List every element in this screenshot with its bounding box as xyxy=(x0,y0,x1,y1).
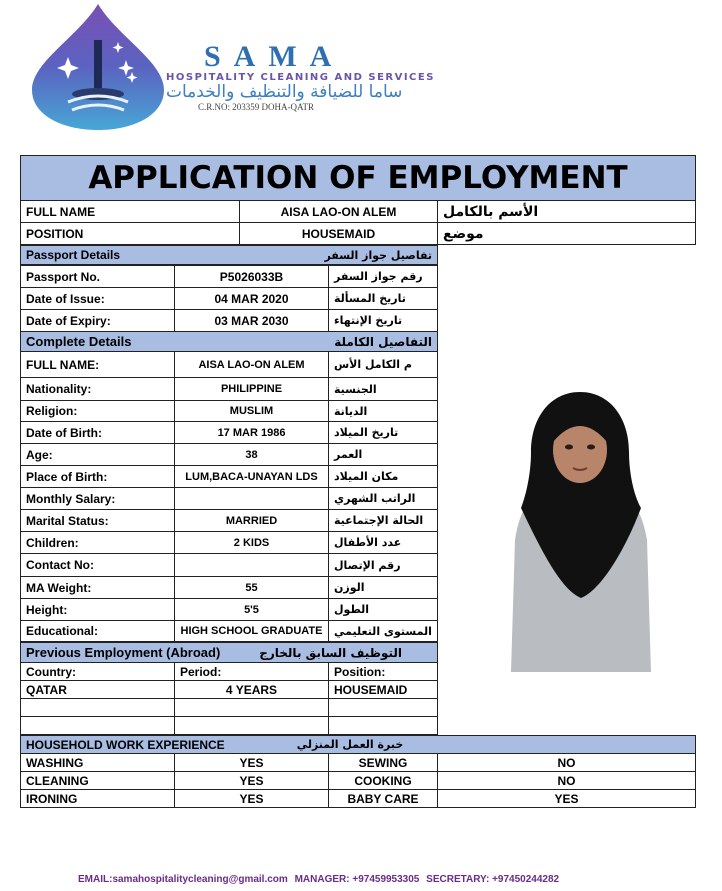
detail-row-label: FULL NAME: xyxy=(20,351,175,378)
country-col-header: Country: xyxy=(20,662,175,681)
passport-row-label: Date of Expiry: xyxy=(20,309,175,332)
skill-value-cell: YES xyxy=(174,753,329,772)
full-name-arabic: الأسم بالكامل xyxy=(437,200,696,223)
page-title: APPLICATION OF EMPLOYMENT xyxy=(20,155,696,201)
detail-row-value: 2 KIDS xyxy=(174,531,329,554)
detail-row-arabic: المستوى التعليمي xyxy=(328,620,438,642)
detail-row-arabic: الوزن xyxy=(328,576,438,599)
prev-country-cell: QATAR xyxy=(20,680,175,699)
complete-header-arabic: التفاصيل الكاملة xyxy=(334,334,432,349)
passport-row-arabic: تاريخ المسألة xyxy=(328,287,438,310)
detail-row-label: Religion: xyxy=(20,400,175,422)
detail-row-value: PHILIPPINE xyxy=(174,377,329,401)
position-arabic: موضع xyxy=(437,222,696,245)
position-value: HOUSEMAID xyxy=(239,222,438,245)
footer-manager[interactable]: MANAGER: +97459953305 xyxy=(294,874,420,885)
passport-header-label: Passport Details xyxy=(26,248,121,262)
detail-row-arabic: عدد الأطفال xyxy=(328,531,438,554)
footer-email[interactable]: EMAIL:samahospitalitycleaning@gmail.com xyxy=(78,874,288,885)
detail-row-label: Date of Birth: xyxy=(20,421,175,444)
position-col-header: Position: xyxy=(328,662,438,681)
detail-row-arabic: الجنسية xyxy=(328,377,438,401)
detail-row-value: HIGH SCHOOL GRADUATE xyxy=(174,620,329,642)
detail-row-value: LUM,BACA-UNAYAN LDS xyxy=(174,465,329,488)
skill-name-cell: BABY CARE xyxy=(328,789,438,808)
detail-row-arabic: الحالة الإجتماعية xyxy=(328,509,438,532)
skill-value-cell: YES xyxy=(437,789,696,808)
applicant-photo xyxy=(501,390,660,672)
passport-row-arabic: رقم جواز السفر xyxy=(328,265,438,288)
detail-row-label: MA Weight: xyxy=(20,576,175,599)
detail-row-arabic: الراتب الشهري xyxy=(328,487,438,510)
detail-row-value: AISA LAO-ON ALEM xyxy=(174,351,329,378)
detail-row-label: Marital Status: xyxy=(20,509,175,532)
detail-row-arabic: الطول xyxy=(328,598,438,621)
detail-row-value xyxy=(174,487,329,510)
passport-row-label: Date of Issue: xyxy=(20,287,175,310)
prev-position-cell xyxy=(328,698,438,717)
prev-country-cell xyxy=(20,698,175,717)
passport-row-value: 04 MAR 2020 xyxy=(174,287,329,310)
passport-row-value: P5026033B xyxy=(174,265,329,288)
prev-position-cell: HOUSEMAID xyxy=(328,680,438,699)
passport-header xyxy=(20,245,438,265)
drop-sparkle-icon xyxy=(28,2,168,132)
skill-value-cell: YES xyxy=(174,789,329,808)
detail-row-label: Children: xyxy=(20,531,175,554)
brand-crno: C.R.NO: 203359 DOHA-QATR xyxy=(198,102,315,112)
detail-row-label: Contact No: xyxy=(20,553,175,577)
detail-row-label: Educational: xyxy=(20,620,175,642)
skill-name-cell: SEWING xyxy=(328,753,438,772)
logo xyxy=(28,2,458,132)
prev-position-cell xyxy=(328,716,438,735)
prev-period-cell xyxy=(174,698,329,717)
detail-row-value xyxy=(174,553,329,577)
skill-name-cell: CLEANING xyxy=(20,771,175,790)
prev-period-cell xyxy=(174,716,329,735)
skill-value-cell: NO xyxy=(437,753,696,772)
full-name-value: AISA LAO-ON ALEM xyxy=(239,200,438,223)
detail-row-label: Place of Birth: xyxy=(20,465,175,488)
previous-header-arabic: التوظيف السابق بالخارج xyxy=(259,645,402,660)
detail-row-arabic: رقم الإتصال xyxy=(328,553,438,577)
brand-subtitle: HOSPITALITY CLEANING AND SERVICES xyxy=(166,72,435,83)
period-col-header: Period: xyxy=(174,662,329,681)
previous-header-label: Previous Employment (Abroad) xyxy=(26,645,221,660)
detail-row-value: 55 xyxy=(174,576,329,599)
detail-row-value: MARRIED xyxy=(174,509,329,532)
passport-row-value: 03 MAR 2030 xyxy=(174,309,329,332)
skill-value-cell: YES xyxy=(174,771,329,790)
detail-row-label: Nationality: xyxy=(20,377,175,401)
detail-row-arabic: م الكامل الأس xyxy=(328,351,438,378)
detail-row-value: 38 xyxy=(174,443,329,466)
household-header-label: HOUSEHOLD WORK EXPERIENCE xyxy=(26,737,225,752)
detail-row-arabic: الديانة xyxy=(328,400,438,422)
detail-row-label: Age: xyxy=(20,443,175,466)
brand-arabic: ساما للضيافة والتنظيف والخدمات xyxy=(166,82,403,102)
skill-value-cell: NO xyxy=(437,771,696,790)
detail-row-arabic: تاريخ الميلاد xyxy=(328,421,438,444)
skill-name-cell: WASHING xyxy=(20,753,175,772)
footer xyxy=(78,874,559,885)
skill-name-cell: IRONING xyxy=(20,789,175,808)
detail-row-label: Height: xyxy=(20,598,175,621)
previous-header xyxy=(20,642,438,663)
complete-header-label: Complete Details xyxy=(26,334,132,349)
full-name-label: FULL NAME xyxy=(20,200,240,223)
detail-row-arabic: مكان الميلاد xyxy=(328,465,438,488)
position-label: POSITION xyxy=(20,222,240,245)
passport-header-arabic: تفاصيل جواز السفر xyxy=(324,248,432,262)
footer-secretary[interactable]: SECRETARY: +97450244282 xyxy=(426,874,560,885)
household-header-arabic: خبرة العمل المنزلي xyxy=(296,738,404,751)
detail-row-value: MUSLIM xyxy=(174,400,329,422)
complete-header xyxy=(20,331,438,352)
passport-row-label: Passport No. xyxy=(20,265,175,288)
prev-period-cell: 4 YEARS xyxy=(174,680,329,699)
passport-row-arabic: تاريخ الإنتهاء xyxy=(328,309,438,332)
household-header xyxy=(20,735,696,754)
detail-row-label: Monthly Salary: xyxy=(20,487,175,510)
prev-country-cell xyxy=(20,716,175,735)
detail-row-value: 5'5 xyxy=(174,598,329,621)
detail-row-arabic: العمر xyxy=(328,443,438,466)
brand-name: SAMA xyxy=(204,40,345,73)
skill-name-cell: COOKING xyxy=(328,771,438,790)
detail-row-value: 17 MAR 1986 xyxy=(174,421,329,444)
